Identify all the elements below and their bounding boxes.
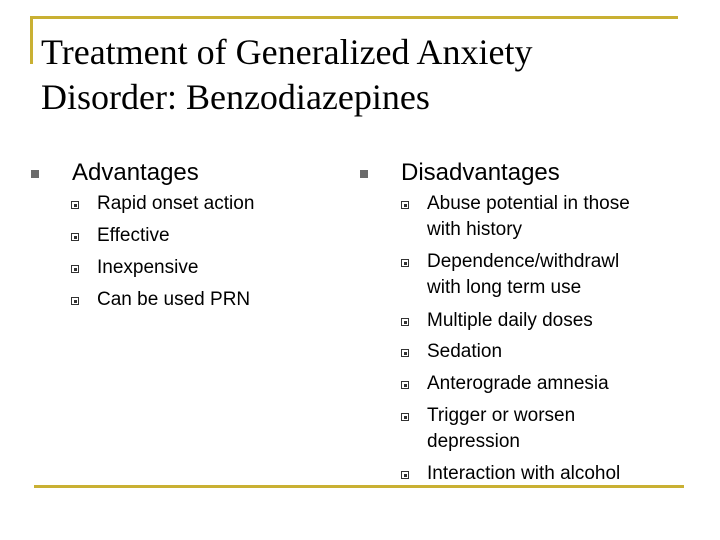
disadvantage-item: Dependence/withdrawl	[427, 251, 620, 272]
advantage-item: Rapid onset action	[97, 193, 255, 214]
hollow-square-bullet-icon	[71, 201, 79, 209]
hollow-square-bullet-icon	[401, 471, 409, 479]
left-rule	[30, 16, 33, 64]
hollow-square-bullet-icon	[71, 297, 79, 305]
hollow-square-bullet-icon	[401, 349, 409, 357]
disadvantage-item: Anterograde amnesia	[427, 373, 609, 394]
top-rule	[30, 16, 678, 19]
hollow-square-bullet-icon	[401, 413, 409, 421]
disadvantage-item: Interaction with alcohol	[427, 463, 621, 484]
square-bullet-icon	[360, 170, 368, 178]
hollow-square-bullet-icon	[401, 318, 409, 326]
hollow-square-bullet-icon	[71, 233, 79, 241]
disadvantage-item: Sedation	[427, 341, 503, 362]
disadvantage-item: Multiple daily doses	[427, 310, 593, 331]
hollow-square-bullet-icon	[401, 259, 409, 267]
disadvantage-item: Abuse potential in those	[427, 193, 630, 214]
advantage-item: Inexpensive	[97, 257, 199, 278]
title-line-1: Treatment of Generalized Anxiety	[41, 32, 533, 72]
advantages-heading: Advantages	[72, 159, 199, 186]
slide-title	[41, 30, 681, 120]
title-line-2: Disorder: Benzodiazepines	[41, 77, 430, 117]
disadvantage-item-continued: depression	[427, 431, 520, 452]
advantage-item: Effective	[97, 225, 170, 246]
disadvantages-heading: Disadvantages	[401, 159, 560, 186]
disadvantage-item: Trigger or worsen	[427, 405, 576, 426]
disadvantage-item-continued: with long term use	[427, 277, 582, 298]
disadvantage-item-continued: with history	[427, 219, 523, 240]
advantage-item: Can be used PRN	[97, 289, 251, 310]
square-bullet-icon	[31, 170, 39, 178]
hollow-square-bullet-icon	[401, 381, 409, 389]
hollow-square-bullet-icon	[71, 265, 79, 273]
hollow-square-bullet-icon	[401, 201, 409, 209]
